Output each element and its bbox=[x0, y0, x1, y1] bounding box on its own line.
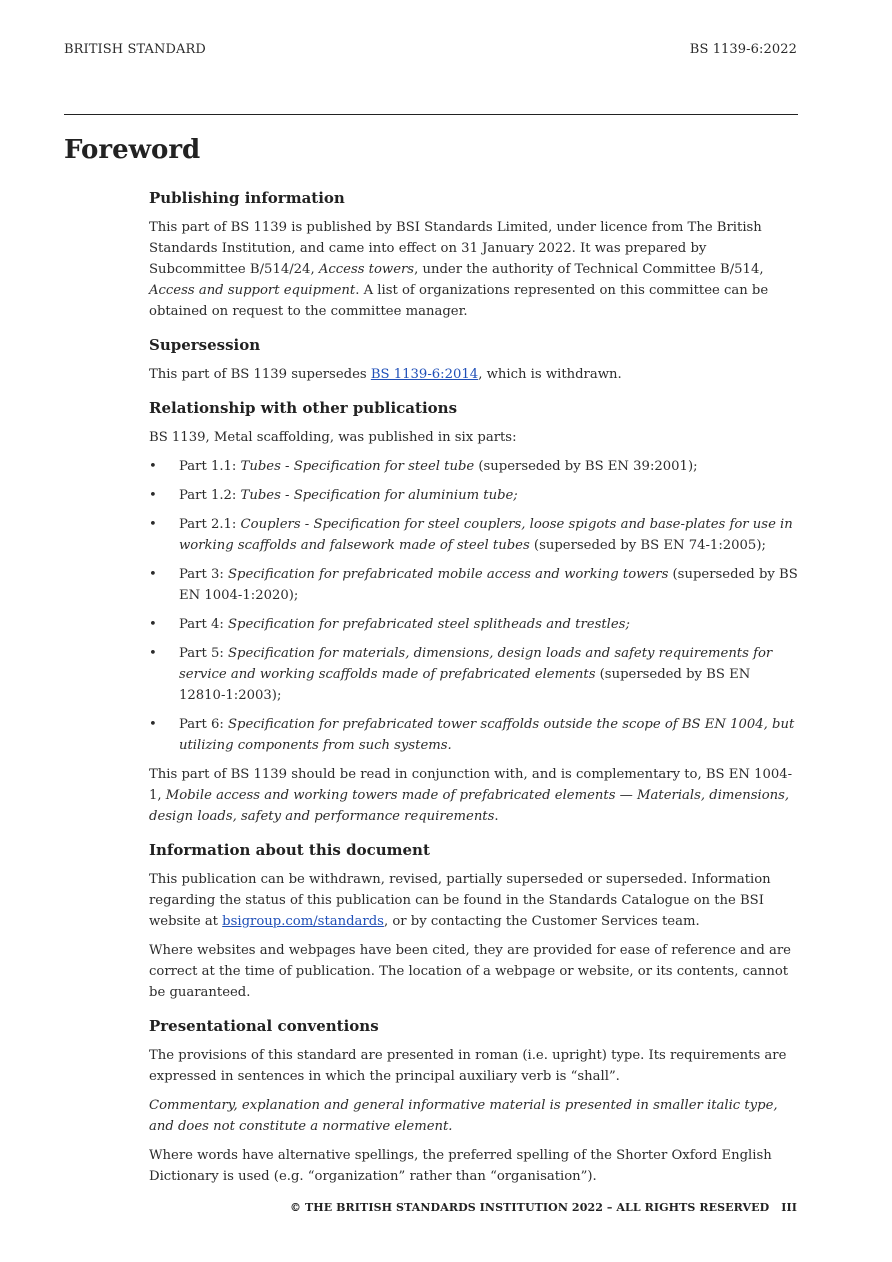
relationship-intro: BS 1139, Metal scaffolding, was published in six parts: bbox=[149, 430, 517, 445]
bullet-icon: • bbox=[149, 459, 157, 474]
list-item: • Part 1.2: Tubes - Specification for aluminium tube; bbox=[149, 485, 799, 506]
list-item: • Part 3: Specification for prefabricated mobile access and working towers (superseded by BS EN 1004-1:2020); bbox=[149, 564, 799, 606]
list-item: • Part 5: Specification for materials, dimensions, design loads and safety requirements for service and working scaffolds made of prefabricated elements (superseded by BS EN 12810-1:2003); bbox=[149, 643, 799, 706]
page-number: III bbox=[781, 1201, 797, 1214]
header-rule bbox=[64, 114, 798, 115]
section-publishing-information bbox=[149, 186, 799, 322]
section-heading: Presentational conventions bbox=[149, 1017, 379, 1035]
list-item: • Part 6: Specification for prefabricated tower scaffolds outside the scope of BS EN 1004, but utilizing components from such systems. bbox=[149, 714, 799, 756]
running-header-left: BRITISH STANDARD bbox=[64, 42, 206, 57]
section-relationship bbox=[149, 396, 799, 827]
information-paragraph: This publication can be withdrawn, revised, partially superseded or superseded. Information regarding the status of this publication can be found in the Standards Catalogue on the BSI website at bsigroup.com/standards, or by contacting the Customer Services team. bbox=[149, 872, 771, 929]
supersession-paragraph: This part of BS 1139 supersedes BS 1139-6:2014, which is withdrawn. bbox=[149, 367, 622, 382]
bullet-icon: • bbox=[149, 617, 157, 632]
conventions-paragraph: The provisions of this standard are presented in roman (i.e. upright) type. Its requirements are expressed in sentences in which the principal auxiliary verb is “shall”. bbox=[149, 1048, 787, 1084]
list-item: • Part 4: Specification for prefabricated steel splitheads and trestles; bbox=[149, 614, 799, 635]
section-heading: Relationship with other publications bbox=[149, 399, 458, 417]
publishing-paragraph: This part of BS 1139 is published by BSI Standards Limited, under licence from The British Standards Institution, and came into effect on 31 January 2022. It was prepared by Subcommittee B/514/24, Access towers, under the authority of Technical Committee B/514, Access and support equipment. A list of organizations represented on this committee can be obtained on request to the committee manager. bbox=[149, 220, 769, 319]
section-heading: Publishing information bbox=[149, 189, 345, 207]
bullet-icon: • bbox=[149, 567, 157, 582]
list-item: • Part 1.1: Tubes - Specification for steel tube (superseded by BS EN 39:2001); bbox=[149, 456, 799, 477]
section-supersession bbox=[149, 333, 799, 385]
foreword-body bbox=[149, 186, 799, 1198]
section-heading: Information about this document bbox=[149, 841, 430, 859]
list-item: • Part 2.1: Couplers - Specification for steel couplers, loose spigots and base-plates for use in working scaffolds and falsework made of steel tubes (superseded by BS EN 74-1:2005); bbox=[149, 514, 799, 556]
websites-paragraph: Where websites and webpages have been cited, they are provided for ease of reference and are correct at the time of publication. The location of a webpage or website, or its contents, cannot be guaranteed. bbox=[149, 943, 791, 1000]
running-header-right: BS 1139-6:2022 bbox=[689, 42, 797, 57]
bullet-icon: • bbox=[149, 517, 157, 532]
copyright-notice: © THE BRITISH STANDARDS INSTITUTION 2022 – ALL RIGHTS RESERVED bbox=[289, 1201, 770, 1214]
relationship-closing: This part of BS 1139 should be read in conjunction with, and is complementary to, BS EN 1004-1, Mobile access and working towers made of prefabricated elements — Materials, dimensions, design loads, safety and performance requirements. bbox=[149, 767, 793, 824]
bullet-icon: • bbox=[149, 717, 157, 732]
bullet-icon: • bbox=[149, 488, 157, 503]
section-presentational-conventions bbox=[149, 1014, 799, 1187]
commentary-paragraph: Commentary, explanation and general informative material is presented in smaller italic type, and does not constitute a normative element. bbox=[149, 1098, 778, 1134]
parts-list bbox=[149, 456, 799, 756]
section-heading: Supersession bbox=[149, 336, 261, 354]
section-information bbox=[149, 838, 799, 1003]
bsi-standards-link[interactable]: bsigroup.com/standards bbox=[222, 914, 384, 929]
bs-1139-6-2014-link[interactable]: BS 1139-6:2014 bbox=[370, 367, 479, 382]
spelling-paragraph: Where words have alternative spellings, the preferred spelling of the Shorter Oxford English Dictionary is used (e.g. “organization” rather than “organisation”). bbox=[149, 1148, 772, 1184]
page-footer bbox=[290, 1201, 797, 1214]
bullet-icon: • bbox=[149, 646, 157, 661]
page-title: Foreword bbox=[64, 135, 201, 165]
